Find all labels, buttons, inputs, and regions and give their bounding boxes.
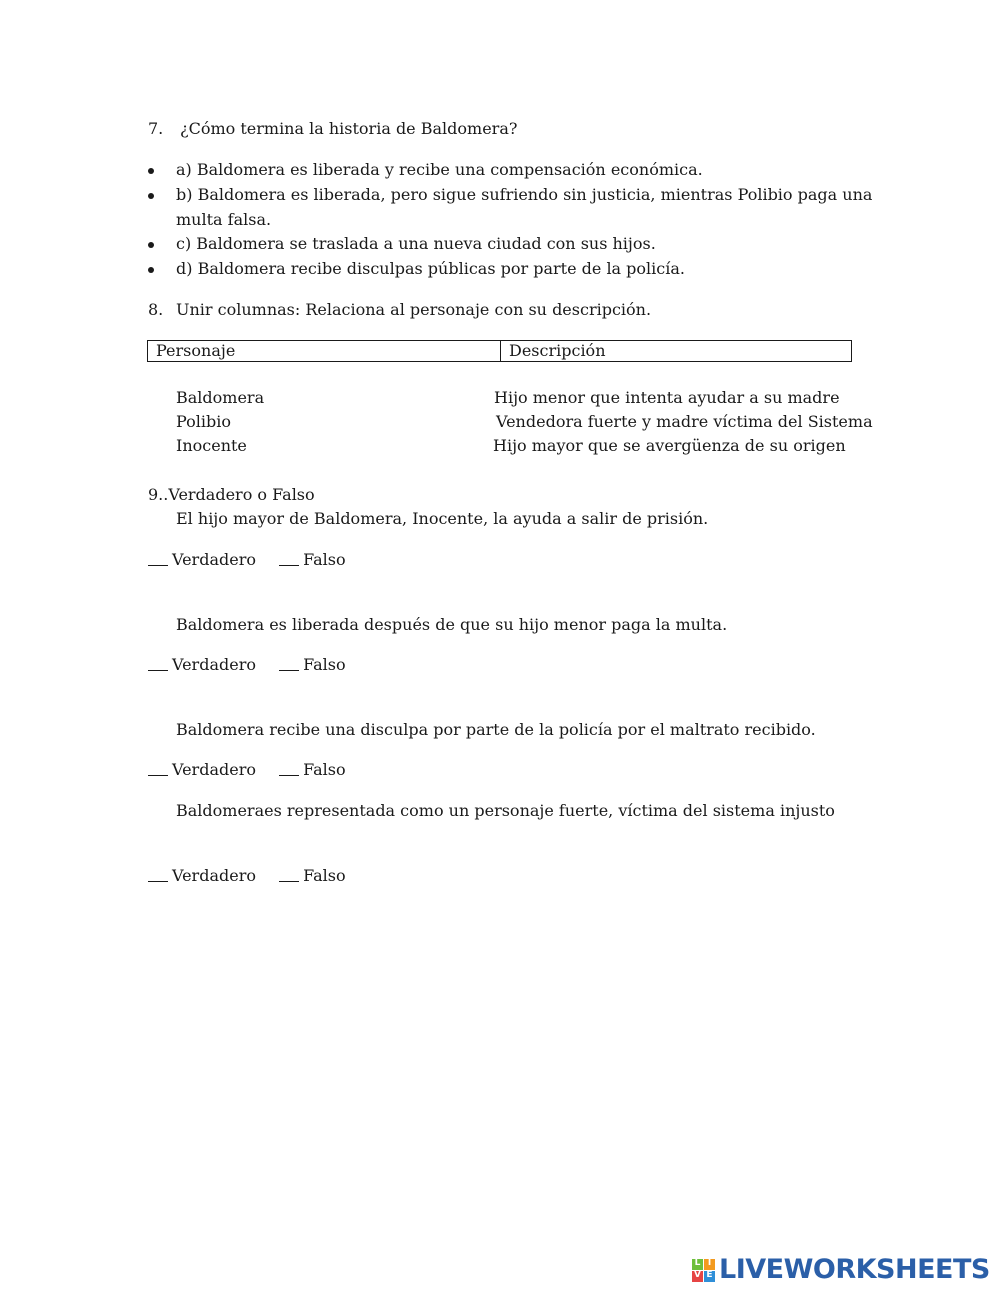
q7-option-b-cont[interactable]: multa falsa. — [176, 210, 272, 229]
tf-row-2 — [148, 655, 346, 675]
header-descripcion: Descripción — [509, 341, 606, 360]
liveworksheets-logo-icon: L I V E — [692, 1259, 715, 1282]
description-3[interactable]: Hijo mayor que se avergüenza de su origen — [493, 436, 846, 455]
false-label: Falso — [303, 550, 346, 569]
bullet-icon — [148, 242, 154, 248]
tf-row-3 — [148, 760, 346, 780]
q9-statement-1: El hijo mayor de Baldomera, Inocente, la ayuda a salir de prisión. — [176, 509, 709, 528]
liveworksheets-logo — [692, 1256, 990, 1284]
true-answer-blank[interactable] — [148, 763, 168, 776]
q9-statement-2: Baldomera es liberada después de que su hijo menor paga la multa. — [176, 615, 728, 634]
false-answer-blank[interactable] — [279, 658, 299, 671]
false-answer-blank[interactable] — [279, 553, 299, 566]
character-polibio[interactable]: Polibio — [176, 412, 231, 431]
false-answer-blank[interactable] — [279, 869, 299, 882]
bullet-icon — [148, 267, 154, 273]
description-1[interactable]: Hijo menor que intenta ayudar a su madre — [494, 388, 840, 407]
true-label: Verdadero — [172, 760, 256, 779]
true-label: Verdadero — [172, 866, 256, 885]
q7-option-b[interactable]: b) Baldomera es liberada, pero sigue sufriendo sin justicia, mientras Polibio paga una — [176, 185, 873, 204]
bullet-icon — [148, 193, 154, 199]
bullet-icon — [148, 168, 154, 174]
q8-number: 8. — [148, 300, 164, 319]
true-label: Verdadero — [172, 550, 256, 569]
true-answer-blank[interactable] — [148, 869, 168, 882]
true-answer-blank[interactable] — [148, 553, 168, 566]
character-baldomera[interactable]: Baldomera — [176, 388, 265, 407]
q9-title: 9..Verdadero o Falso — [148, 485, 315, 504]
true-answer-blank[interactable] — [148, 658, 168, 671]
q7-question: ¿Cómo termina la historia de Baldomera? — [180, 119, 518, 138]
header-personaje: Personaje — [148, 341, 501, 361]
tf-row-1 — [148, 550, 346, 570]
q7-option-a[interactable]: a) Baldomera es liberada y recibe una compensación económica. — [176, 160, 703, 179]
q7-option-c[interactable]: c) Baldomera se traslada a una nueva ciudad con sus hijos. — [176, 234, 656, 253]
false-label: Falso — [303, 760, 346, 779]
description-2[interactable]: Vendedora fuerte y madre víctima del Sistema — [496, 412, 873, 431]
character-inocente[interactable]: Inocente — [176, 436, 247, 455]
tf-row-4 — [148, 866, 346, 886]
true-label: Verdadero — [172, 655, 256, 674]
liveworksheets-logo-text: LIVEWORKSHEETS — [719, 1254, 990, 1286]
q9-statement-3: Baldomera recibe una disculpa por parte de la policía por el maltrato recibido. — [176, 720, 816, 739]
q7-option-d[interactable]: d) Baldomera recibe disculpas públicas por parte de la policía. — [176, 259, 685, 278]
matching-header-table — [147, 340, 852, 362]
false-answer-blank[interactable] — [279, 763, 299, 776]
false-label: Falso — [303, 866, 346, 885]
q8-question: Unir columnas: Relaciona al personaje con su descripción. — [176, 300, 652, 319]
q9-statement-4: Baldomeraes representada como un personaje fuerte, víctima del sistema injusto — [176, 801, 835, 820]
false-label: Falso — [303, 655, 346, 674]
q7-number: 7. — [148, 119, 164, 138]
